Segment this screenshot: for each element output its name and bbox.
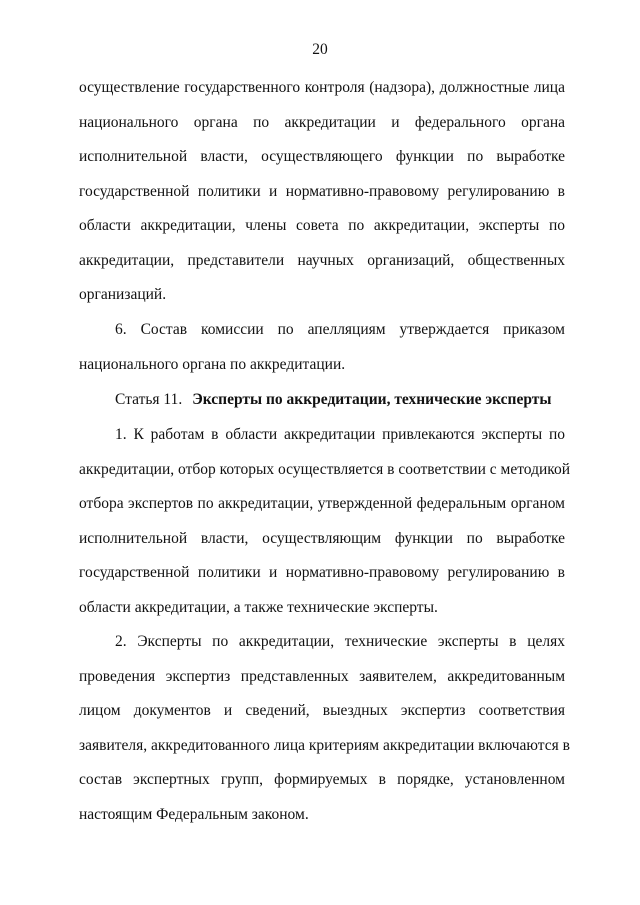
text-line: отбора экспертов по аккредитации, утвержденной федеральным органом xyxy=(79,495,565,512)
text-line: области аккредитации, члены совета по аккредитации, эксперты по xyxy=(79,217,565,234)
text-line: осуществление государственного контроля (надзора), должностные лица xyxy=(79,79,565,96)
paragraph-item-1 xyxy=(79,425,571,632)
text-line: области аккредитации, а также технические эксперты. xyxy=(79,598,438,616)
paragraph-item-2 xyxy=(79,632,570,839)
paragraph-continuation xyxy=(79,78,565,320)
text-line: состав экспертных групп, формируемых в порядке, установленном xyxy=(79,771,565,788)
text-line: исполнительной власти, осуществляющим функции по выработке xyxy=(79,529,565,547)
text-line: национального органа по аккредитации и федерального органа xyxy=(79,113,565,131)
text-line: 2. Эксперты по аккредитации, технические эксперты в целях xyxy=(115,633,565,650)
text-line: аккредитации, отбор которых осуществляется в соответствии с методикой xyxy=(79,460,571,478)
text-line: аккредитации, представители научных организаций, общественных xyxy=(79,251,565,269)
article-title: Эксперты по аккредитации, технические эксперты xyxy=(192,391,552,408)
text-line: 6. Состав комиссии по апелляциям утверждается приказом xyxy=(115,321,565,338)
text-line: государственной политики и нормативно-правовому регулированию в xyxy=(79,564,565,581)
text-line: заявителя, аккредитованного лица критериям аккредитации включаются в xyxy=(79,736,570,754)
text-line: организаций. xyxy=(79,286,167,303)
paragraph-item-6 xyxy=(79,320,565,389)
article-heading xyxy=(79,390,565,425)
text-line: настоящим Федеральным законом. xyxy=(79,805,309,823)
text-line: исполнительной власти, осуществляющего функции по выработке xyxy=(79,148,565,165)
text-line: лицом документов и сведений, выездных экспертиз соответствия xyxy=(79,702,565,719)
page-number: 20 xyxy=(312,41,328,58)
text-line: национального органа по аккредитации. xyxy=(79,355,346,373)
text-line: проведения экспертиз представленных заявителем, аккредитованным xyxy=(79,667,565,685)
text-line: государственной политики и нормативно-правовому регулированию в xyxy=(79,182,565,200)
article-label: Статья 11. xyxy=(115,391,183,408)
text-line: 1. К работам в области аккредитации привлекаются эксперты по xyxy=(115,426,565,443)
